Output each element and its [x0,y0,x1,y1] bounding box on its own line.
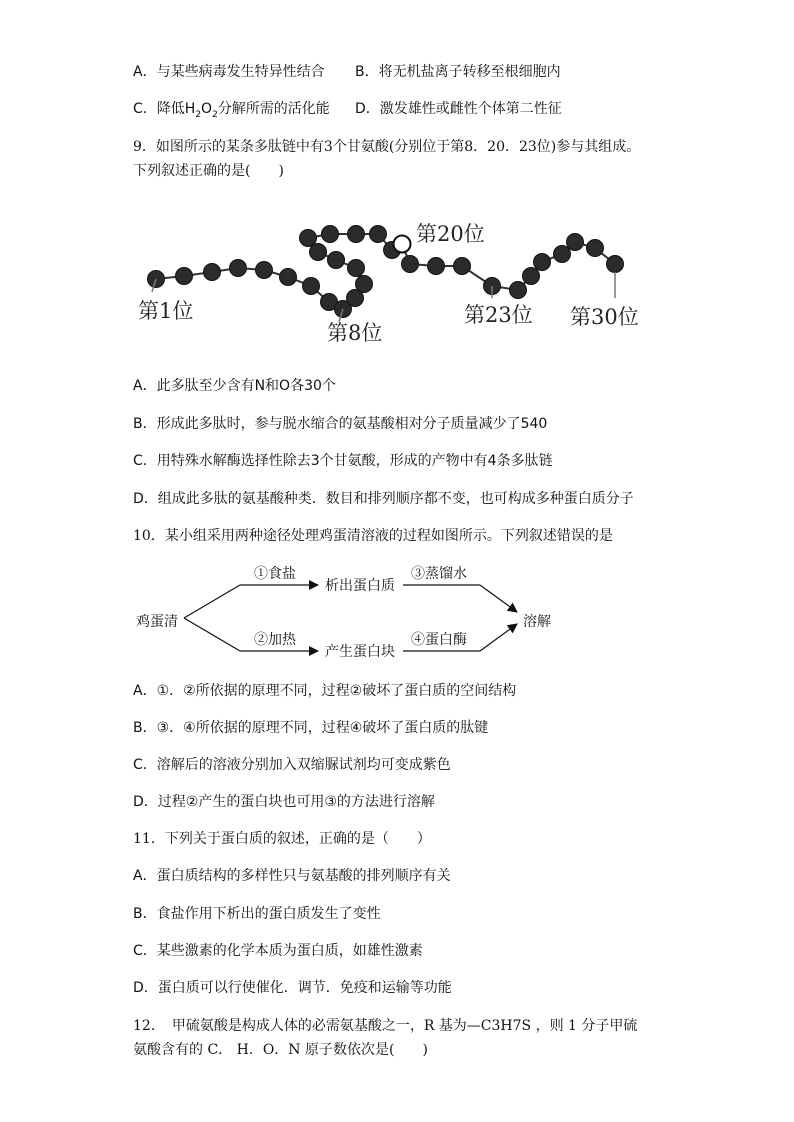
q8-option-c-sub1: 2 [195,109,202,120]
diagram-mid-1-precipitate: 析出蛋白质 [325,578,395,594]
amino-acid-bead [587,240,604,257]
diagram-end-dissolve: 溶解 [523,614,551,630]
amino-acid-bead [534,254,551,271]
q12-stem-line-2: 氨酸含有的 C． H．O．N 原子数依次是( ) [133,1042,428,1058]
amino-acid-bead [567,234,584,251]
label-position-23: 第23位 [464,303,533,327]
amino-acid-bead [303,278,320,295]
egg-white-process-diagram [130,556,560,668]
q8-options-row-1 [133,62,561,82]
label-position-8: 第8位 [327,321,383,345]
amino-acid-bead [370,226,387,243]
amino-acid-bead [554,246,571,263]
q11-option-d: D．蛋白质可以行使催化．调节．免疫和运输等功能 [133,980,452,996]
q8-option-c-sub2: 2 [212,109,218,120]
q10-stem: 10．某小组采用两种途径处理鸡蛋清溶液的过程如图所示。下列叙述错误的是 [133,528,613,544]
q11-option-c: C．某些激素的化学本质为蛋白质，如雄性激素 [133,943,423,959]
amino-acid-bead [256,262,273,279]
q10-option-d: D．过程②产生的蛋白块也可用③的方法进行溶解 [133,794,435,810]
amino-acid-bead [607,256,624,273]
amino-acid-bead [394,236,411,253]
amino-acid-bead [322,226,339,243]
amino-acid-bead [310,244,327,261]
q8-options-row-2 [133,99,562,125]
amino-acid-bead [402,256,419,273]
q8-option-c-mid: O [201,101,213,117]
amino-acid-bead [428,258,445,275]
q8-option-c [133,99,355,125]
amino-acid-bead [204,264,221,281]
diagram-mid-2-protein-lump: 产生蛋白块 [325,644,395,660]
q9-option-c: C．用特殊水解酶选择性除去3个甘氨酸，形成的产物中有4条多肽链 [133,453,553,469]
label-position-20: 第20位 [416,222,485,246]
amino-acid-bead [510,282,527,299]
amino-acid-bead [328,252,345,269]
q11-option-a: A．蛋白质结构的多样性只与氨基酸的排列顺序有关 [133,868,451,884]
amino-acid-bead [356,276,373,293]
diagram-start-egg-white: 鸡蛋清 [136,614,178,630]
q8-option-b: B．将无机盐离子转移至根细胞内 [355,64,561,80]
q9-stem-line-2: 下列叙述正确的是( ) [133,163,284,179]
q8-option-a: A．与某些病毒发生特异性结合 [133,64,325,80]
label-position-30: 第30位 [570,305,639,329]
q11-option-b: B．食盐作用下析出的蛋白质发生了变性 [133,906,381,922]
q9-option-d: D．组成此多肽的氨基酸种类．数目和排列顺序都不变，也可构成多种蛋白质分子 [133,491,634,507]
polypeptide-chain-figure [130,210,660,350]
amino-acid-bead [454,258,471,275]
amino-acid-bead [230,260,247,277]
q9-option-a: A．此多肽至少含有N和O各30个 [133,378,336,394]
q11-stem: 11．下列关于蛋白质的叙述，正确的是（ ） [133,831,431,847]
q8-option-d: D．激发雄性或雌性个体第二性征 [355,101,562,117]
amino-acid-bead [523,268,540,285]
diagram-step-2-heating: ②加热 [254,632,296,648]
amino-acid-bead [348,226,365,243]
amino-acid-bead [348,260,365,277]
q10-option-a: A．①．②所依据的原理不同，过程②破坏了蛋白质的空间结构 [133,683,517,699]
q9-option-b: B．形成此多肽时，参与脱水缩合的氨基酸相对分子质量减少了540 [133,416,548,432]
diagram-step-4-protease: ④蛋白酶 [411,632,467,648]
q10-option-b: B．③．④所依据的原理不同，过程④破坏了蛋白质的肽键 [133,720,489,736]
amino-acid-bead [280,269,297,286]
diagram-step-1-salt: ①食盐 [254,566,296,582]
q12-stem-line-1: 12． 甲硫氨酸是构成人体的必需氨基酸之一，R 基为—C3H7S ，则 1 分子甲硫 [133,1018,638,1034]
diagram-step-3-water: ③蒸馏水 [411,566,467,582]
amino-acid-bead [176,268,193,285]
label-position-1: 第1位 [138,299,194,323]
q9-stem-line-1: 9．如图所示的某条多肽链中有3个甘氨酸(分别位于第8．20．23位)参与其组成。 [133,139,641,155]
amino-acid-beads [148,226,624,318]
q8-option-c-pre: C．降低H [133,101,196,117]
q8-option-c-post: 分解所需的活化能 [217,101,330,117]
q10-option-c: C．溶解后的溶液分别加入双缩脲试剂均可变成紫色 [133,757,451,773]
amino-acid-bead [300,230,317,247]
